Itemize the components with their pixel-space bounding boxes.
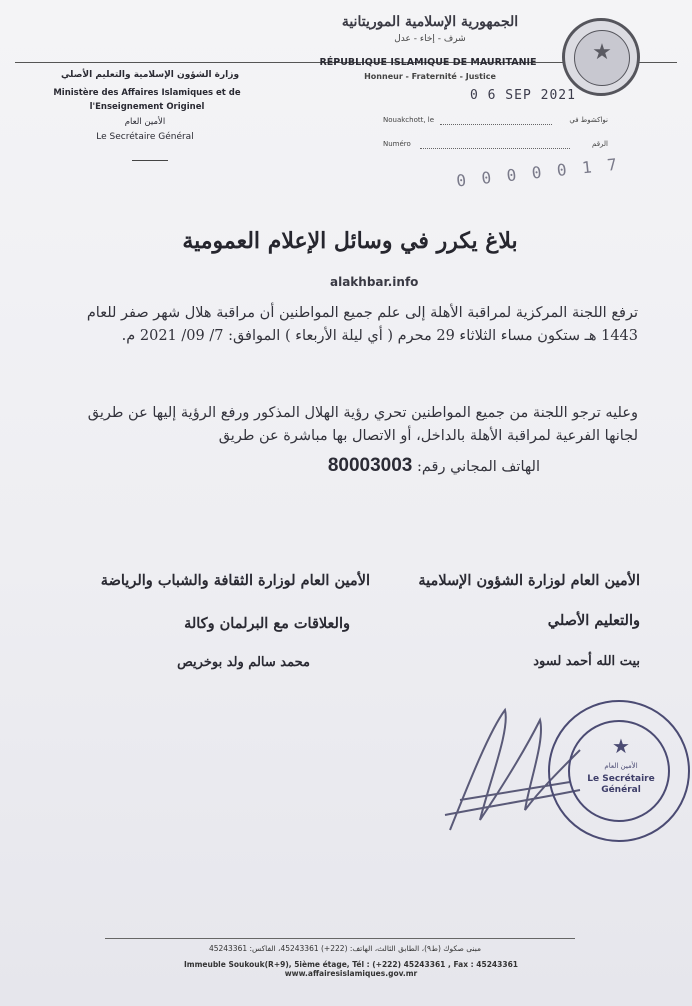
signatory-left-title-1: الأمين العام لوزارة الثقافة والشباب والرياضة xyxy=(100,572,370,589)
header-motto-french: Honneur - Fraternité - Justice xyxy=(364,72,496,81)
header-country-arabic: الجمهورية الإسلامية الموريتانية xyxy=(341,14,519,30)
footer-divider xyxy=(105,938,575,939)
phone-number: 80003003 xyxy=(327,455,413,476)
seal-label-arabic: الأمين العام xyxy=(604,762,638,770)
signatory-right-title-1: الأمين العام لوزارة الشؤون الإسلامية xyxy=(418,572,640,589)
signatory-right-name: بيت الله أحمد لسود xyxy=(533,654,640,669)
phone-line xyxy=(120,455,540,477)
phone-label: الهاتف المجاني رقم: xyxy=(416,459,540,475)
body-paragraph-2: وعليه ترجو اللجنة من جميع المواطنين تحري رؤية الهلال المذكور ورفع الرؤية إليها عن طريق لجانها الفرعية لمراقبة الأهلة بالداخل، أو الاتصال بها مباشرة عن طريق xyxy=(87,405,638,444)
office-french: Le Secrétaire Général xyxy=(96,132,194,142)
signatory-right-title-2: والتعليم الأصلي xyxy=(547,612,640,629)
field-place-line xyxy=(440,124,552,125)
footer-address: Immeuble Soukouk(R+9), 5ième étage, Tél : (+222) 45243361 , Fax : 45243361 xyxy=(183,960,519,969)
field-number-french: Numéro xyxy=(383,140,411,148)
number-stamp: 0 0 0 0 0 1 7 xyxy=(455,154,621,191)
national-emblem-icon: ★ xyxy=(562,18,640,96)
header-country-french: RÉPUBLIQUE ISLAMIQUE DE MAURITANIE xyxy=(319,57,537,68)
date-stamp: 0 6 SEP 2021 xyxy=(470,88,576,103)
document-title: بلاغ يكرر في وسائل الإعلام العمومية xyxy=(182,228,518,254)
seal-label-french: Le Secrétaire Général xyxy=(587,774,655,795)
signatory-left-title-2: والعلاقات مع البرلمان وكالة xyxy=(184,615,350,632)
ministry-underline xyxy=(132,160,168,161)
ministry-name-french: Ministère des Affaires Islamiques et de l'Enseignement Originel xyxy=(53,88,241,112)
footer-website[interactable]: www.affairesislamiques.gov.mr xyxy=(284,969,418,978)
office-arabic: الأمين العام xyxy=(124,117,166,127)
footer-french xyxy=(118,960,588,978)
field-place-french: Nouakchott, le xyxy=(383,116,435,124)
ministry-name-arabic: وزارة الشؤون الإسلامية والتعليم الأصلي xyxy=(60,70,240,80)
body-paragraph-1: ترفع اللجنة المركزية لمراقبة الأهلة إلى علم جميع المواطنين أن مراقبة هلال شهر صفر للعام 1443 هـ ستكون مساء الثلاثاء 29 محرم ( أي ليلة الأربعاء ) الموافق: 7/ 09/ 2021 م. xyxy=(86,305,638,344)
field-number-arabic: الرقم xyxy=(592,140,608,148)
footer-arabic: مبنى صكوك (ط٩)، الطابق الثالث، الهاتف: (222+) 45243361، الفاكس: 45243361 xyxy=(208,944,482,953)
field-number-line xyxy=(420,148,570,149)
field-place-arabic: نواكشوط في xyxy=(569,116,608,124)
watermark: alakhbar.info xyxy=(330,275,419,289)
official-seal-icon: ★ الأمين العام Le Secrétaire Général xyxy=(548,700,690,842)
header-motto-arabic: شرف - إخاء - عدل xyxy=(394,34,466,44)
signatory-left-name: محمد سالم ولد بوخريص xyxy=(177,655,310,670)
